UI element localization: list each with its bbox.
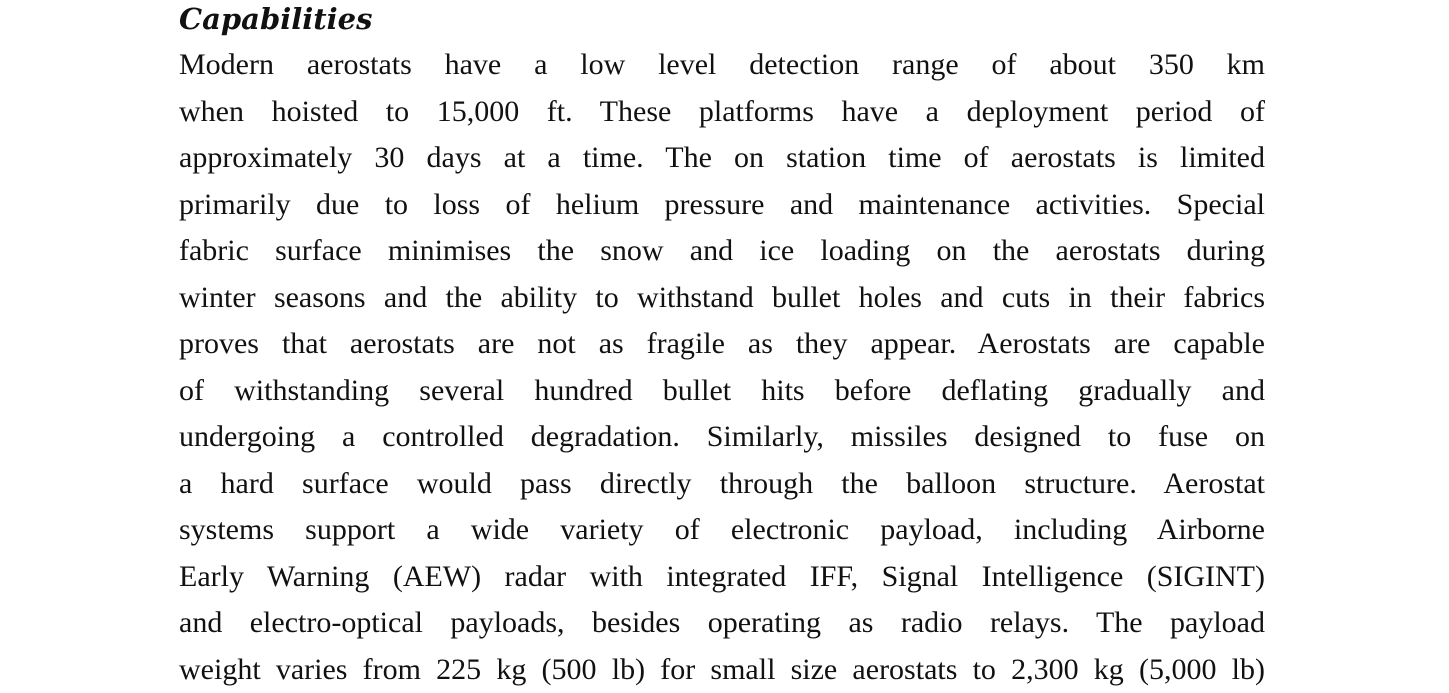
paragraph-line: primarily due to loss of helium pressure and maintenance activities. Special	[179, 187, 1265, 221]
paragraph-line: undergoing a controlled degradation. Similarly, missiles designed to fuse on	[179, 420, 1265, 453]
paragraph-line: weight varies from 225 kg (500 lb) for small size aerostats to 2,300 kg (5,000 lb)	[179, 652, 1265, 686]
document-page	[179, 0, 1265, 693]
paragraph-line: Modern aerostats have a low level detection range of about 350 km	[179, 48, 1265, 81]
paragraph-line: a hard surface would pass directly through the balloon structure. Aerostat	[179, 466, 1265, 500]
paragraph-line: of withstanding several hundred bullet hits before deflating gradually and	[179, 373, 1265, 407]
paragraph-line: Early Warning (AEW) radar with integrated IFF, Signal Intelligence (SIGINT)	[179, 559, 1265, 593]
paragraph-line: approximately 30 days at a time. The on station time of aerostats is limited	[179, 141, 1265, 174]
paragraph-line: proves that aerostats are not as fragile as they appear. Aerostats are capable	[179, 327, 1265, 360]
section-heading: Capabilities	[179, 2, 373, 36]
paragraph-line: systems support a wide variety of electronic payload, including Airborne	[179, 513, 1265, 546]
paragraph-line: and electro-optical payloads, besides operating as radio relays. The payload	[179, 606, 1265, 639]
body-paragraph	[179, 42, 1265, 693]
paragraph-line: winter seasons and the ability to withstand bullet holes and cuts in their fabrics	[179, 280, 1265, 314]
paragraph-line: when hoisted to 15,000 ft. These platforms have a deployment period of	[179, 94, 1265, 128]
paragraph-line: fabric surface minimises the snow and ice loading on the aerostats during	[179, 234, 1265, 267]
